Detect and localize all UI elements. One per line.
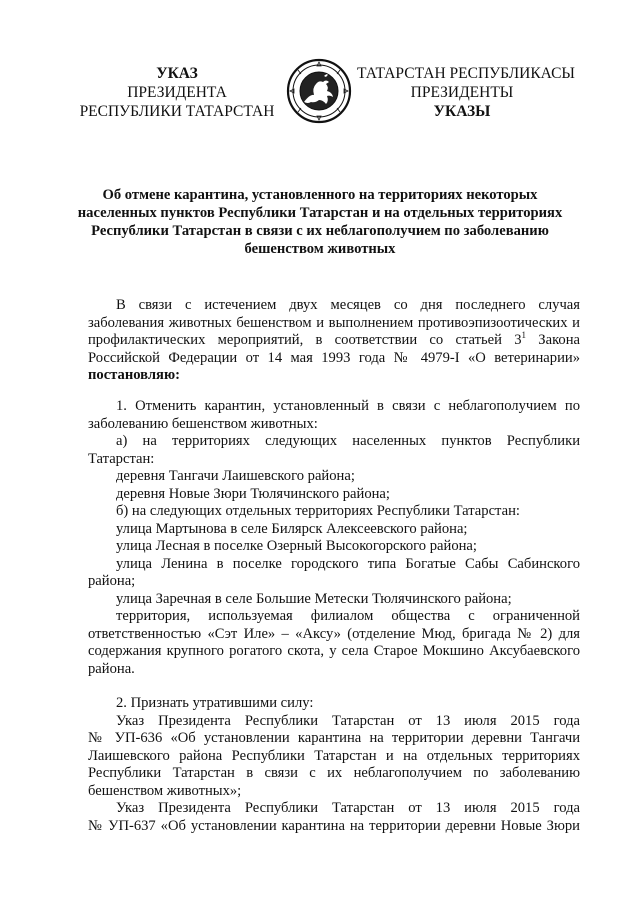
village-1: деревня Тангачи Лаишевского района; — [116, 468, 355, 484]
section-2-heading: 2. Признать утратившими силу: — [116, 695, 314, 711]
subpoint-a-line-1: а) на территориях следующих населенных пунктов Республики — [116, 433, 580, 449]
territory-line-2: ответственностью «Сэт Иле» – «Аксу» (отделение Мюд, бригада № 2) для — [88, 625, 580, 642]
article-superscript: 1 — [521, 330, 526, 340]
preamble-line-3 — [88, 332, 580, 350]
decree-1-line-2: № УП-636 «Об установлении карантина на территории деревни Тангачи — [88, 730, 580, 746]
coat-of-arms-icon — [286, 58, 352, 124]
territory-line-4: района. — [88, 660, 135, 677]
decree-1-line-5: бешенством животных»; — [88, 782, 242, 799]
territory-line-1: территория, используемая филиалом общества с ограниченной — [116, 608, 580, 624]
header-right-line-2: ПРЕЗИДЕНТЫ — [410, 84, 514, 101]
decree-2-line-1: Указ Президента Республики Татарстан от 13 июля 2015 года — [116, 800, 580, 816]
preamble-line-3-end: Закона — [526, 332, 580, 348]
street-3-line-1: улица Ленина в поселке городского типа Богатые Сабы Сабинского — [116, 555, 580, 572]
header-right-tatar — [357, 64, 575, 121]
resolution-word: постановляю: — [88, 367, 180, 383]
section-1-line-2: заболеванию бешенством животных: — [88, 415, 318, 432]
subpoint-a-line-2: Татарстан: — [88, 450, 155, 467]
preamble-line-3-text: профилактических мероприятий, в соответствии со статьей 3 — [88, 332, 522, 348]
header-left-line-3: РЕСПУБЛИКИ ТАТАРСТАН — [79, 103, 275, 120]
street-1: улица Мартынова в селе Билярск Алексеевского района; — [116, 520, 468, 537]
decree-2-line-2: № УП-637 «Об установлении карантина на территории деревни Новые Зюри — [88, 817, 580, 834]
header-left-line-2: ПРЕЗИДЕНТА — [127, 84, 227, 101]
territory-line-3: содержания крупного рогатого скота, у села Старое Мокшино Аксубаевского — [88, 643, 580, 659]
header-right-line-1: ТАТАРСТАН РЕСПУБЛИКАСЫ — [357, 65, 575, 82]
decree-title — [60, 186, 580, 258]
preamble-line-1: В связи с истечением двух месяцев со дня последнего случая — [116, 297, 580, 313]
street-4: улица Заречная в селе Большие Метески Тюлячинского района; — [116, 590, 512, 607]
header-left-line-1: УКАЗ — [156, 65, 198, 82]
section-1 — [88, 398, 580, 678]
section-2 — [88, 695, 580, 835]
preamble — [88, 297, 580, 385]
subpoint-b: б) на следующих отдельных территориях Республики Татарстан: — [116, 503, 520, 519]
street-3-line-2: района; — [88, 573, 136, 589]
street-2: улица Лесная в поселке Озерный Высокогорского района; — [116, 538, 477, 554]
title-line-1: Об отмене карантина, установленного на территориях некоторых — [102, 187, 538, 203]
decree-1-line-1: Указ Президента Республики Татарстан от 13 июля 2015 года — [116, 712, 580, 729]
title-line-4: бешенством животных — [244, 241, 396, 257]
village-2: деревня Новые Зюри Тюлячинского района; — [116, 485, 390, 502]
header-right-line-3: УКАЗЫ — [433, 103, 491, 120]
decree-1-line-4: Республики Татарстан в связи с их неблагополучием по заболеванию — [88, 765, 580, 781]
section-1-line-1: 1. Отменить карантин, установленный в связи с неблагополучием по — [116, 398, 580, 414]
decree-1-line-3: Лаишевского района Республики Татарстан и на отдельных территориях — [88, 747, 580, 764]
title-line-3: Республики Татарстан в связи с их неблагополучием по заболеванию — [91, 223, 549, 239]
preamble-line-4: Российской Федерации от 14 мая 1993 года № 4979-I «О ветеринарии» — [88, 349, 580, 366]
header-left-russian — [72, 64, 282, 121]
title-line-2: населенных пунктов Республики Татарстан и на отдельных территориях — [77, 205, 563, 221]
preamble-line-2: заболевания животных бешенством и выполнением противоэпизоотических и — [88, 314, 580, 331]
